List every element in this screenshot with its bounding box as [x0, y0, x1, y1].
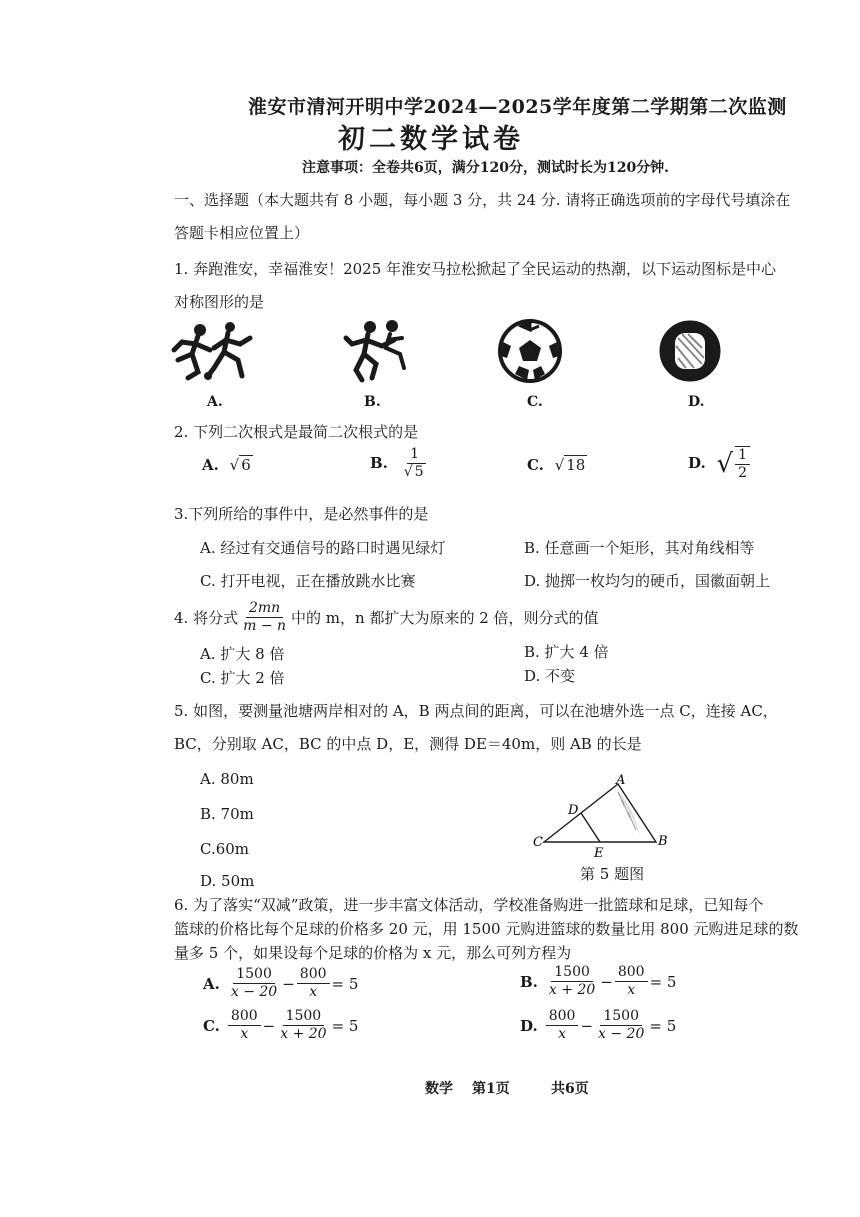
- q2-option-b[interactable]: [370, 446, 431, 481]
- q2-a-label: A.: [202, 456, 219, 474]
- q1-option-c[interactable]: C.: [527, 394, 543, 410]
- q5-option-a[interactable]: A. 80m: [200, 770, 254, 788]
- section-heading-line2: 答题卡相应位置上）: [174, 224, 310, 242]
- q2-d-fraction: [735, 446, 750, 482]
- q5-point-a: A: [616, 773, 626, 788]
- q2-b-radicand: 5: [414, 464, 424, 480]
- q4-option-a[interactable]: A. 扩大 8 倍: [200, 645, 285, 663]
- q5-figure-caption: 第 5 题图: [580, 865, 645, 883]
- q4-fraction: [240, 600, 289, 635]
- q6-option-b[interactable]: [520, 964, 676, 999]
- q4-option-c[interactable]: C. 扩大 2 倍: [200, 669, 285, 687]
- q4-fraction-numerator: 2mn: [246, 600, 283, 618]
- q5-triangle-figure: [528, 772, 678, 864]
- q2-stem: 2. 下列二次根式是最简二次根式的是: [174, 423, 419, 441]
- q6-option-c[interactable]: [203, 1008, 358, 1043]
- q6-a-frac1-den: x − 20: [230, 984, 278, 1000]
- q2-b-fraction: [401, 446, 429, 481]
- soccer-ball-icon: [497, 318, 563, 384]
- soccer-players-icon: [168, 320, 258, 382]
- q4-option-b[interactable]: B. 扩大 4 倍: [524, 643, 609, 661]
- q5-option-b[interactable]: B. 70m: [200, 805, 254, 823]
- q2-c-radicand: 18: [566, 456, 586, 474]
- q2-d-sqrt-sign: √: [716, 449, 734, 479]
- q6-d-frac1-num: 800: [546, 1008, 579, 1026]
- q2-option-c[interactable]: [527, 456, 587, 474]
- q6-c-frac1-num: 800: [228, 1008, 261, 1026]
- q5-point-c: C: [533, 835, 543, 850]
- q3-stem: 3.下列所给的事件中，是必然事件的是: [174, 505, 429, 523]
- q6-b-label: B.: [520, 972, 538, 991]
- q6-c-frac1: [228, 1008, 261, 1043]
- q5-point-b: B: [658, 834, 668, 849]
- q6-option-d[interactable]: [520, 1008, 676, 1043]
- q5-stem-line2: BC，分别取 AC，BC 的中点 D，E，测得 DE＝40m，则 AB 的长是: [174, 735, 642, 753]
- q2-b-denominator: √ 5: [403, 464, 424, 480]
- q2-d-denominator: 2: [738, 465, 747, 481]
- q6-stem-line1: 6. 为了落实“双减”政策，进一步丰富文体活动，学校准备购进一批篮球和足球，已知每个: [174, 896, 764, 914]
- q2-d-numerator: 1: [735, 447, 750, 465]
- q2-a-radicand: 6: [241, 456, 251, 474]
- q6-b-frac2: [615, 964, 648, 999]
- q6-a-label: A.: [203, 974, 220, 993]
- q4-option-d[interactable]: D. 不变: [524, 667, 576, 685]
- q6-d-frac1-den: x: [558, 1026, 567, 1042]
- q2-b-label: B.: [370, 453, 388, 472]
- q2-b-numerator: 1: [407, 446, 422, 464]
- q6-c-rhs: = 5: [331, 1016, 359, 1035]
- q4-stem-post: 中的 m，n 都扩大为原来的 2 倍，则分式的值: [291, 609, 599, 627]
- q6-a-frac2: [297, 966, 330, 1001]
- footer-page-number: 第1页: [472, 1081, 510, 1097]
- q1-option-d[interactable]: D.: [688, 394, 705, 410]
- q3-option-b[interactable]: B. 任意画一个矩形，其对角线相等: [524, 539, 755, 557]
- q6-a-minus: −: [282, 974, 295, 993]
- q1-option-b[interactable]: B.: [364, 394, 381, 410]
- q3-option-a[interactable]: A. 经过有交通信号的路口时遇见绿灯: [200, 539, 446, 557]
- q5-option-d[interactable]: D. 50m: [200, 872, 255, 890]
- q2-a-sqrt: √ 6: [229, 456, 251, 474]
- q6-a-frac2-den: x: [309, 984, 318, 1000]
- q6-d-frac2: [595, 1008, 647, 1043]
- q2-c-sqrt: √ 18: [554, 456, 586, 474]
- q6-c-frac2-num: 1500: [283, 1008, 325, 1026]
- q3-option-d[interactable]: D. 抛掷一枚均匀的硬币，国徽面朝上: [524, 572, 771, 590]
- q5-option-c[interactable]: C.60m: [200, 840, 250, 858]
- q6-b-frac2-den: x: [627, 982, 636, 998]
- q6-d-frac1: [546, 1008, 579, 1043]
- q1-stem-line2: 对称图形的是: [174, 293, 265, 311]
- q3-option-c[interactable]: C. 打开电视，正在播放跳水比赛: [200, 572, 416, 590]
- q2-option-a[interactable]: [202, 456, 253, 474]
- footer-total-pages: 共6页: [551, 1081, 589, 1097]
- q6-b-frac1-den: x + 20: [548, 982, 596, 998]
- q4-fraction-denominator: m − n: [243, 618, 287, 634]
- q6-b-minus: −: [600, 972, 613, 991]
- soccer-player-kick-icon: [342, 318, 412, 384]
- q6-a-frac1: [228, 966, 280, 1001]
- q5-point-e: E: [594, 846, 604, 861]
- footer-subject: 数学: [425, 1081, 453, 1097]
- q6-b-frac1-num: 1500: [551, 964, 593, 982]
- q6-a-frac1-num: 1500: [233, 966, 275, 984]
- q6-option-a[interactable]: [203, 966, 358, 1001]
- tennis-ball-icon: [658, 318, 722, 384]
- q6-b-frac1: [546, 964, 598, 999]
- q6-c-frac2-den: x + 20: [280, 1026, 327, 1042]
- q4-stem: [174, 600, 599, 635]
- q5-point-d: D: [568, 803, 579, 818]
- exam-notice: 注意事项：全卷共6页，满分120分，测试时长为120分钟.: [302, 160, 670, 176]
- q6-d-frac2-den: x − 20: [598, 1026, 645, 1042]
- exam-subtitle: 初二数学试卷: [338, 124, 524, 155]
- q2-c-label: C.: [527, 456, 544, 474]
- q6-b-frac2-num: 800: [615, 964, 648, 982]
- q6-d-frac2-num: 1500: [600, 1008, 642, 1026]
- q6-a-frac2-num: 800: [297, 966, 330, 984]
- q6-c-frac1-den: x: [240, 1026, 249, 1042]
- q2-d-label: D.: [688, 454, 706, 472]
- q6-c-minus: −: [262, 1016, 276, 1035]
- q2-option-d[interactable]: [688, 446, 752, 482]
- q6-a-rhs: = 5: [331, 974, 359, 993]
- exam-title: 淮安市清河开明中学2024—2025学年度第二学期第二次监测: [248, 96, 787, 118]
- q6-d-rhs: = 5: [649, 1016, 677, 1035]
- q1-option-a[interactable]: A.: [207, 394, 223, 410]
- section-heading-line1: 一、选择题（本大题共有 8 小题，每小题 3 分，共 24 分. 请将正确选项前的字母代号填涂在: [174, 191, 791, 209]
- q6-b-rhs: = 5: [649, 972, 677, 991]
- q1-stem-line1: 1. 奔跑淮安，幸福淮安！2025 年淮安马拉松掀起了全民运动的热潮，以下运动图标是中心: [174, 260, 777, 278]
- q6-stem-line2: 篮球的价格比每个足球的价格多 20 元，用 1500 元购进篮球的数量比用 800 元购进足球的数: [174, 920, 799, 938]
- q6-d-minus: −: [580, 1016, 594, 1035]
- q6-c-frac2: [277, 1008, 329, 1043]
- q6-stem-line3: 量多 5 个，如果设每个足球的价格为 x 元，那么可列方程为: [174, 944, 572, 962]
- q6-c-label: C.: [203, 1016, 220, 1035]
- q6-d-label: D.: [520, 1016, 538, 1035]
- q5-stem-line1: 5. 如图，要测量池塘两岸相对的 A，B 两点间的距离，可以在池塘外选一点 C，连接 AC，: [174, 702, 778, 720]
- q4-stem-pre: 4. 将分式: [174, 609, 239, 627]
